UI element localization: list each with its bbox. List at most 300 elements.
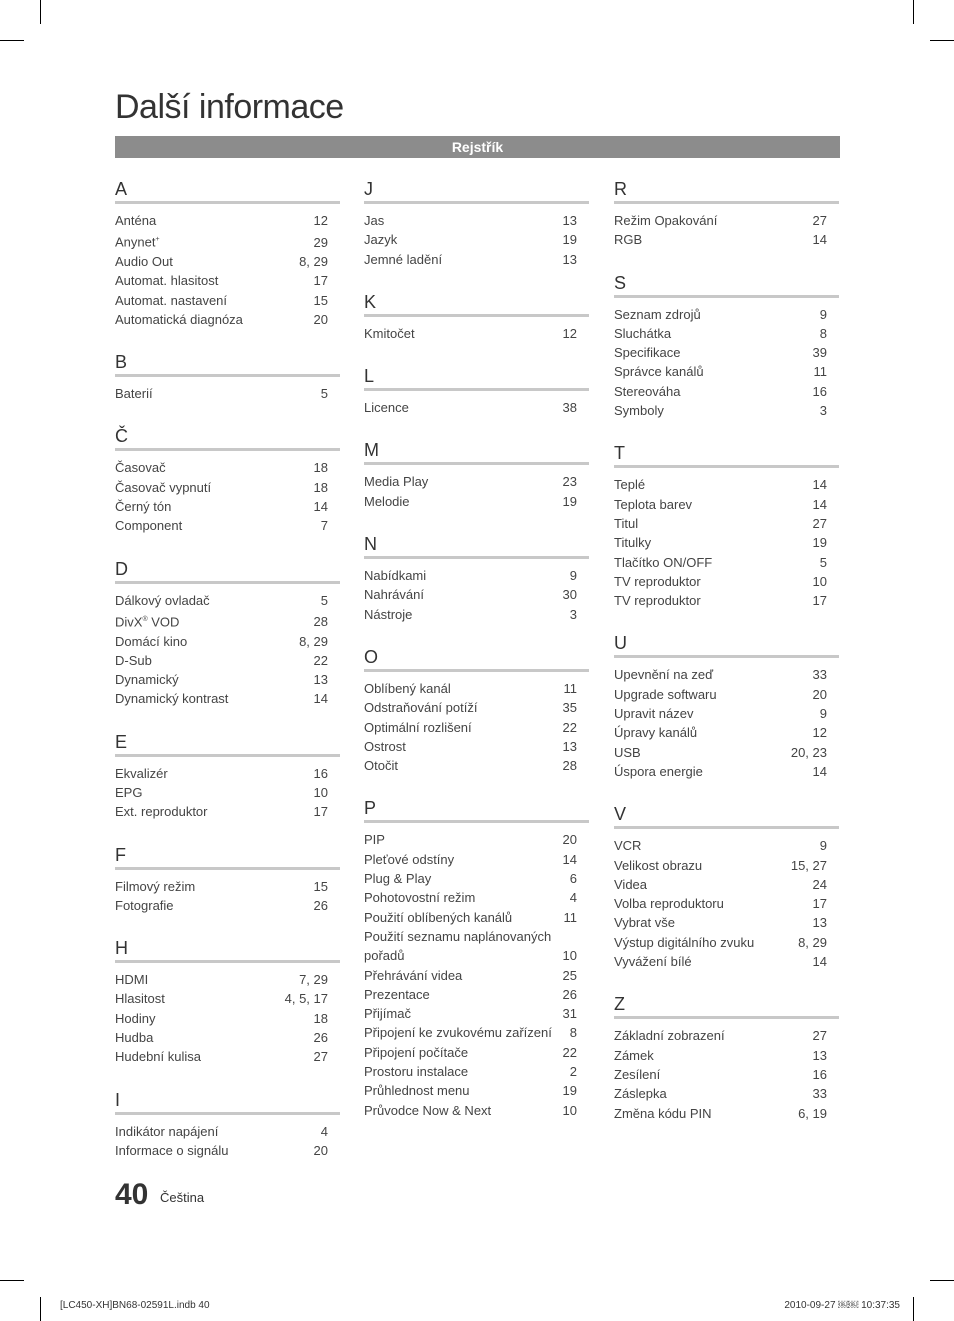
index-entry	[364, 1081, 589, 1100]
entry-term	[364, 718, 472, 737]
crop-mark	[930, 1280, 954, 1281]
index-entry	[614, 894, 839, 913]
entry-term	[614, 894, 724, 913]
entry-pages: 14	[812, 496, 827, 512]
entry-pages: 31	[562, 1006, 577, 1022]
entry-pages: 8, 29	[299, 253, 328, 269]
index-entry	[115, 1028, 340, 1047]
entry-pages: 8, 29	[798, 934, 827, 950]
index-entry	[614, 305, 839, 324]
index-entry	[614, 1026, 839, 1045]
index-entry	[614, 933, 839, 952]
index-entry	[364, 850, 589, 869]
entry-term	[614, 875, 647, 894]
entry-pages: 9	[819, 838, 827, 854]
index-entry	[614, 913, 839, 932]
entry-term-text: Změna kódu PIN	[614, 1105, 712, 1121]
entry-term	[614, 685, 717, 704]
entry-term	[115, 896, 174, 915]
entry-term	[115, 271, 218, 290]
letter-divider	[364, 556, 589, 559]
index-entry	[364, 869, 589, 888]
entry-pages: 11	[813, 364, 827, 380]
letter-divider	[115, 960, 340, 963]
entry-pages: 13	[562, 213, 577, 228]
entry-pages: 10	[562, 1102, 577, 1118]
entry-term-text: Titul	[614, 515, 639, 531]
letter-divider	[364, 669, 589, 672]
entry-pages: 33	[812, 667, 827, 683]
index-entry	[614, 475, 839, 494]
entry-term	[115, 211, 156, 230]
entry-term-text: Dálkový ovladač	[115, 592, 210, 608]
entry-term	[364, 698, 477, 717]
index-entry	[364, 324, 589, 343]
index-entry	[115, 1009, 340, 1028]
letter-divider	[614, 295, 839, 298]
entry-term-text: D-Sub	[115, 652, 152, 668]
index-letter: J	[364, 179, 373, 199]
index-letter: O	[364, 646, 379, 667]
index-group	[115, 937, 340, 1088]
index-group	[614, 632, 839, 803]
entry-term	[115, 802, 208, 821]
entry-term-text: Připojení ke zvukovému zařízení	[364, 1025, 552, 1041]
entry-term	[614, 401, 664, 420]
index-entry	[614, 723, 839, 742]
entry-pages: 17	[313, 273, 328, 289]
index-entry	[614, 211, 839, 230]
index-entry	[364, 211, 589, 230]
entry-term-text: Upgrade softwaru	[614, 686, 717, 702]
entry-term-text: Baterií	[115, 386, 153, 402]
entry-pages: 17	[313, 804, 328, 820]
entry-term-text: Media Play	[364, 474, 429, 490]
index-entry	[614, 514, 839, 533]
entry-term-text: Použití oblíbených kanálů	[364, 909, 513, 925]
letter-divider	[364, 201, 589, 204]
section-bar: Rejstřík	[115, 136, 840, 158]
entry-term-text: Velikost obrazu	[614, 857, 703, 873]
entry-term	[364, 850, 454, 869]
index-entry	[115, 1122, 340, 1141]
index-column-1	[115, 178, 340, 1182]
entry-pages: 12	[313, 213, 328, 228]
entry-term-text: Zámek	[614, 1047, 654, 1063]
index-group	[614, 803, 839, 993]
entry-pages: 16	[313, 765, 328, 781]
entry-pages: 28	[562, 758, 577, 774]
index-entry	[364, 472, 589, 491]
index-entry	[614, 533, 839, 552]
entry-term-text: Jazyk	[364, 232, 398, 248]
crop-mark	[40, 0, 41, 24]
entry-pages: 25	[562, 967, 577, 983]
index-entry	[115, 783, 340, 802]
entry-term-text: Licence	[364, 400, 409, 416]
entry-term	[364, 324, 415, 343]
entry-term	[614, 856, 702, 875]
entry-term	[614, 665, 713, 684]
entry-term	[115, 783, 142, 802]
index-entry	[115, 478, 340, 497]
index-entry	[115, 670, 340, 689]
index-letter: K	[364, 291, 377, 312]
entry-term	[614, 836, 641, 855]
crop-mark	[40, 1297, 41, 1321]
entry-pages: 33	[812, 1086, 827, 1102]
entry-pages: 3	[569, 606, 577, 622]
entry-term-text: Prezentace	[364, 986, 430, 1002]
index-group	[364, 533, 589, 646]
index-entry	[364, 888, 589, 907]
entry-term	[364, 966, 462, 985]
letter-divider	[614, 201, 839, 204]
index-entry	[364, 830, 589, 849]
entry-term-text: Sluchátka	[614, 325, 672, 341]
index-group	[614, 442, 839, 632]
print-timestamp: 2010-09-27 ￼￼ 10:37:35	[784, 1300, 900, 1311]
entry-term	[614, 762, 703, 781]
entry-pages: 38	[562, 400, 577, 416]
index-group	[115, 844, 340, 938]
entry-term	[115, 384, 153, 403]
index-entry	[614, 591, 839, 610]
entry-term	[364, 1081, 470, 1100]
entry-term-text: Použití seznamu naplánovaných pořadů	[364, 928, 552, 964]
index-entry	[614, 495, 839, 514]
index-entry	[364, 230, 589, 249]
entry-pages: 14	[812, 954, 827, 970]
index-entry	[115, 497, 340, 516]
entry-pages: 26	[313, 897, 328, 913]
crop-mark	[0, 1280, 24, 1281]
entry-pages: 20	[313, 311, 328, 327]
index-entry	[614, 856, 839, 875]
index-entry	[614, 324, 839, 343]
index-entry	[115, 516, 340, 535]
entry-term	[115, 610, 179, 632]
entry-pages: 20	[562, 832, 577, 848]
entry-term	[115, 591, 210, 610]
index-entry	[115, 896, 340, 915]
entry-term-text: Anténa	[115, 213, 157, 228]
index-entry	[614, 685, 839, 704]
entry-term	[115, 989, 165, 1008]
index-entry	[614, 762, 839, 781]
entry-superscript: ®	[142, 615, 148, 623]
entry-term-text: Úpravy kanálů	[614, 725, 698, 741]
entry-term-suffix: VOD	[147, 614, 180, 630]
entry-term-text: Časovač	[115, 460, 166, 476]
index-letter: Z	[614, 994, 625, 1015]
entry-term-text: Výstup digitálního zvuku	[614, 934, 755, 950]
entry-term	[115, 970, 148, 989]
entry-term	[364, 1043, 468, 1062]
entry-term	[115, 877, 195, 896]
index-entry	[115, 970, 340, 989]
page-title: Další informace	[115, 88, 344, 126]
entry-pages: 14	[313, 499, 328, 514]
entry-term	[364, 605, 412, 624]
index-entry	[614, 743, 839, 762]
index-group	[364, 291, 589, 365]
entry-term-text: Pohotovostní režim	[364, 890, 476, 906]
entry-term-text: Přijímač	[364, 1006, 411, 1022]
entry-pages: 5	[320, 592, 328, 608]
entry-pages: 13	[313, 672, 328, 688]
entry-term-text: Nabídkami	[364, 568, 427, 584]
entry-pages: 11	[563, 909, 577, 925]
entry-pages: 4	[320, 1123, 328, 1139]
entry-term-text: Dynamický kontrast	[115, 691, 229, 707]
entry-term	[614, 362, 704, 381]
entry-pages: 22	[313, 652, 328, 668]
entry-pages: 23	[562, 474, 577, 490]
index-entry	[364, 718, 589, 737]
entry-term	[364, 888, 475, 907]
entry-term-text: Titulky	[614, 535, 652, 551]
entry-term-text: Oblíbený kanál	[364, 680, 451, 696]
entry-pages: 27	[812, 1028, 827, 1044]
entry-pages: 22	[562, 719, 577, 735]
index-entry	[614, 836, 839, 855]
entry-pages: 16	[812, 383, 827, 399]
entry-term-text: Přehrávání videa	[364, 967, 463, 983]
entry-pages: 12	[562, 325, 577, 341]
entry-term-text: Ekvalizér	[115, 765, 168, 781]
entry-pages: 15	[313, 878, 328, 894]
index-entry	[614, 952, 839, 971]
file-info: [LC450-XH]BN68-02591L.indb 40	[60, 1300, 210, 1311]
entry-term	[364, 472, 428, 491]
index-entry	[364, 1004, 589, 1023]
entry-term	[364, 585, 424, 604]
index-entry	[115, 651, 340, 670]
index-letter: S	[614, 272, 627, 293]
entry-term	[115, 764, 168, 783]
crop-mark	[913, 0, 914, 24]
index-entry	[364, 679, 589, 698]
entry-term-text: Hlasitost	[115, 991, 165, 1007]
entry-term	[115, 632, 187, 651]
entry-term-text: Záslepka	[614, 1086, 667, 1102]
entry-pages: 18	[313, 479, 328, 495]
entry-term-text: Ostrost	[364, 738, 406, 754]
letter-divider	[115, 374, 340, 377]
entry-term-text: Správce kanálů	[614, 364, 704, 380]
index-letter: L	[364, 366, 375, 387]
index-entry	[115, 989, 340, 1008]
index-entry	[364, 756, 589, 775]
entry-pages: 10	[562, 948, 577, 964]
entry-term	[115, 497, 171, 516]
entry-pages: 3	[819, 403, 827, 419]
entry-pages: 14	[812, 477, 827, 493]
entry-term-text: Stereováha	[614, 383, 681, 399]
entry-pages: 13	[562, 251, 577, 267]
index-entry	[115, 802, 340, 821]
index-group	[364, 646, 589, 797]
entry-term	[115, 252, 173, 271]
index-entry	[614, 382, 839, 401]
entry-term-text: EPG	[115, 785, 143, 800]
entry-term-text: Specifikace	[614, 345, 681, 361]
entry-term-text: Automat. hlasitost	[115, 273, 219, 289]
entry-pages: 27	[812, 515, 827, 531]
entry-pages: 26	[313, 1030, 328, 1046]
index-letter: H	[115, 938, 128, 959]
index-letter: I	[115, 1089, 121, 1110]
index-entry	[115, 230, 340, 252]
entry-pages: 39	[812, 345, 827, 361]
index-entry	[614, 875, 839, 894]
entry-superscript: +	[155, 236, 160, 244]
entry-term-text: Audio Out	[115, 253, 173, 269]
entry-pages: 22	[562, 1044, 577, 1060]
entry-term	[614, 495, 692, 514]
entry-term-text: Jas	[364, 213, 385, 228]
entry-term-text: Hudební kulisa	[115, 1049, 201, 1065]
index-letter: B	[115, 352, 128, 373]
entry-pages: 27	[313, 1049, 328, 1065]
entry-term-text: Seznam zdrojů	[614, 306, 701, 322]
entry-term	[115, 1122, 218, 1141]
entry-term	[364, 1101, 491, 1120]
entry-term	[115, 689, 228, 708]
entry-term-text: Component	[115, 518, 183, 534]
entry-term-text: PIP	[364, 832, 385, 848]
entry-term-text: Černý tón	[115, 499, 172, 514]
entry-term-text: Vyvážení bílé	[614, 954, 692, 970]
entry-term	[115, 1009, 155, 1028]
index-group	[364, 797, 589, 1141]
index-entry	[115, 610, 340, 632]
index-letter: D	[115, 558, 128, 579]
entry-term	[614, 723, 697, 742]
entry-term-text: Hudba	[115, 1030, 154, 1046]
index-entry	[614, 1065, 839, 1084]
entry-term	[364, 566, 426, 585]
entry-term-text: Časovač vypnutí	[115, 479, 212, 495]
index-letter: E	[115, 731, 128, 752]
index-entry	[614, 1084, 839, 1103]
index-entry	[614, 1104, 839, 1123]
entry-term	[614, 743, 641, 762]
entry-term-text: VCR	[614, 838, 642, 854]
entry-pages: 12	[812, 725, 827, 741]
entry-term	[614, 572, 701, 591]
index-letter: P	[364, 798, 377, 819]
entry-pages: 4, 5, 17	[284, 991, 328, 1007]
entry-term-text: Teplé	[614, 477, 646, 493]
entry-term-text: Dynamický	[115, 672, 179, 688]
entry-term	[614, 343, 680, 362]
entry-pages: 15	[313, 292, 328, 308]
entry-pages: 19	[562, 1083, 577, 1099]
entry-term	[364, 1004, 411, 1023]
entry-term	[614, 533, 651, 552]
page-number: 40	[115, 1178, 149, 1211]
entry-pages: 28	[313, 614, 328, 630]
entry-term	[614, 1026, 725, 1045]
entry-term	[614, 230, 642, 249]
entry-pages: 5	[819, 554, 827, 570]
entry-term	[614, 553, 712, 572]
index-entry	[364, 927, 589, 966]
index-entry	[115, 384, 340, 403]
index-entry	[115, 1141, 340, 1160]
entry-term-text: Automat. nastavení	[115, 292, 228, 308]
index-group	[364, 439, 589, 533]
index-column-2	[364, 178, 589, 1142]
entry-term-text: Symboly	[614, 403, 664, 419]
index-entry	[614, 572, 839, 591]
entry-term	[614, 704, 693, 723]
entry-pages: 5	[320, 386, 328, 402]
index-letter: A	[115, 179, 128, 199]
entry-term	[364, 398, 409, 417]
index-entry	[115, 271, 340, 290]
entry-term	[364, 211, 384, 230]
entry-pages: 7	[320, 518, 328, 534]
index-entry	[364, 1101, 589, 1120]
entry-pages: 14	[812, 763, 827, 779]
entry-term-text: Nástroje	[364, 606, 413, 622]
entry-term	[614, 514, 638, 533]
entry-term	[614, 913, 675, 932]
index-entry	[614, 362, 839, 381]
entry-term	[115, 516, 182, 535]
index-entry	[364, 250, 589, 269]
entry-term	[614, 1046, 654, 1065]
index-entry	[614, 401, 839, 420]
entry-pages: 30	[562, 587, 577, 603]
index-entry	[364, 908, 589, 927]
entry-term	[115, 478, 211, 497]
index-entry	[115, 211, 340, 230]
index-letter: F	[115, 844, 126, 865]
letter-divider	[115, 1112, 340, 1115]
entry-pages: 15, 27	[790, 857, 827, 873]
index-group	[115, 731, 340, 844]
index-group	[614, 993, 839, 1144]
index-entry	[364, 966, 589, 985]
entry-term	[614, 305, 701, 324]
index-entry	[115, 1047, 340, 1066]
entry-term	[614, 324, 671, 343]
entry-term	[364, 1023, 552, 1042]
entry-term-text: Připojení počítače	[364, 1044, 469, 1060]
index-letter: Č	[115, 426, 128, 447]
entry-pages: 9	[819, 306, 827, 322]
entry-term	[364, 756, 398, 775]
entry-pages: 8, 29	[299, 633, 328, 649]
entry-pages: 13	[812, 915, 827, 931]
index-group	[115, 425, 340, 557]
entry-term-text: Jemné ladění	[364, 251, 443, 267]
entry-pages: 18	[313, 1010, 328, 1026]
entry-term-text: Otočit	[364, 758, 398, 774]
entry-term	[614, 1065, 660, 1084]
index-entry	[115, 632, 340, 651]
index-entry	[115, 764, 340, 783]
entry-pages: 9	[819, 706, 827, 722]
entry-pages: 11	[563, 680, 577, 696]
entry-pages: 4	[569, 890, 577, 906]
entry-term-text: DivX	[115, 614, 143, 630]
entry-term	[115, 291, 227, 310]
